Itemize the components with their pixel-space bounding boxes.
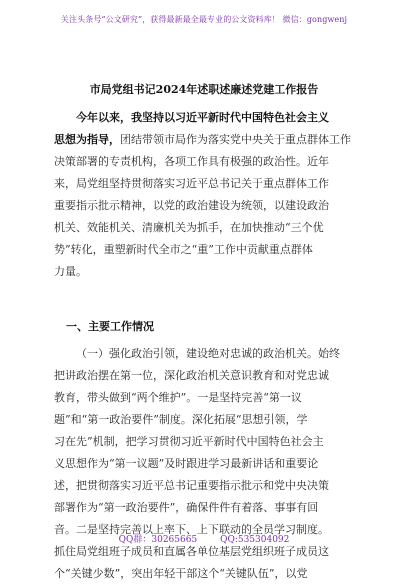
section-line: 把讲政治摆在第一位，深化政治机关意识教育和对党忠诚 (54, 369, 329, 382)
intro-line-text: 重要指示批示精神，以党的政治建设为统领，以建设政治 (54, 199, 329, 212)
section-line: 题”和“第一政治要件”制度。深化拓展“思想引领，学 (54, 413, 308, 426)
section-line: 部署作为“第一政治要件”，确保件件有着落、事事有回 (54, 501, 319, 514)
section-line: 音。二是坚持完善以上率下、上下联动的全员学习制度。 (54, 523, 329, 536)
intro-line-text: 团结带领市局作为落实党中央关于重点群体工作 (120, 133, 351, 146)
footer-contact (0, 532, 408, 545)
intro-line-text: 决策部署的专责机构，各项工作具有极强的政治性。近年 (54, 155, 329, 168)
section-line: 习在先”机制，把学习贯彻习近平新时代中国特色社会主 (54, 435, 324, 448)
section-line: 教育，带头做到“两个维护”。一是坚持完善“第一议 (54, 391, 302, 404)
intro-paragraph (54, 107, 354, 283)
section-paragraph (54, 343, 354, 585)
header-ad-text: 关注头条号“公文研究”，获得最新最全最专业的公文资料库！ 微信：gongwenj (60, 15, 348, 24)
section-heading: 一、主要工作情况 (66, 320, 154, 333)
intro-line-bold: 今年以来，我坚持以习近平新时代中国特色社会主义 (76, 111, 329, 124)
intro-line (54, 261, 354, 283)
intro-line (54, 107, 354, 129)
intro-line-text: 势”转化，重塑新时代全市之“重”工作中贡献重点群体 (54, 243, 313, 256)
intro-line (54, 129, 354, 151)
section-line: 义思想作为“第一议题”及时跟进学习最新讲话和重要论 (54, 457, 319, 470)
intro-line (54, 217, 354, 239)
intro-line (54, 173, 354, 195)
section-line: 述，把贯彻落实习近平总书记重要指示批示和党中央决策 (54, 479, 329, 492)
qq-group-text: QQ群：30265665 (118, 535, 198, 545)
intro-line-bold: 思想为指导， (54, 133, 120, 146)
intro-line (54, 151, 354, 173)
section-line: （一）强化政治引领，建设绝对忠诚的政治机关。始终 (76, 347, 340, 360)
document-title: 市局党组书记2024年述职述廉述党建工作报告 (89, 83, 319, 96)
intro-line-text: 机关、效能机关、清廉机关为抓手，在加快推动“三个优 (54, 221, 324, 234)
intro-line (54, 239, 354, 261)
intro-line (54, 195, 354, 217)
qq-text: QQ:535304092 (220, 535, 290, 545)
section-line: 个“关键少数”，突出年轻干部这个“关键队伍”，以党 (54, 567, 308, 580)
intro-line-text: 力量。 (54, 265, 87, 278)
intro-line-text: 来，局党组坚持贯彻落实习近平总书记关于重点群体工作 (54, 177, 329, 190)
section-line: 抓住局党组班子成员和直属各单位基层党组织班子成员这 (54, 545, 329, 558)
